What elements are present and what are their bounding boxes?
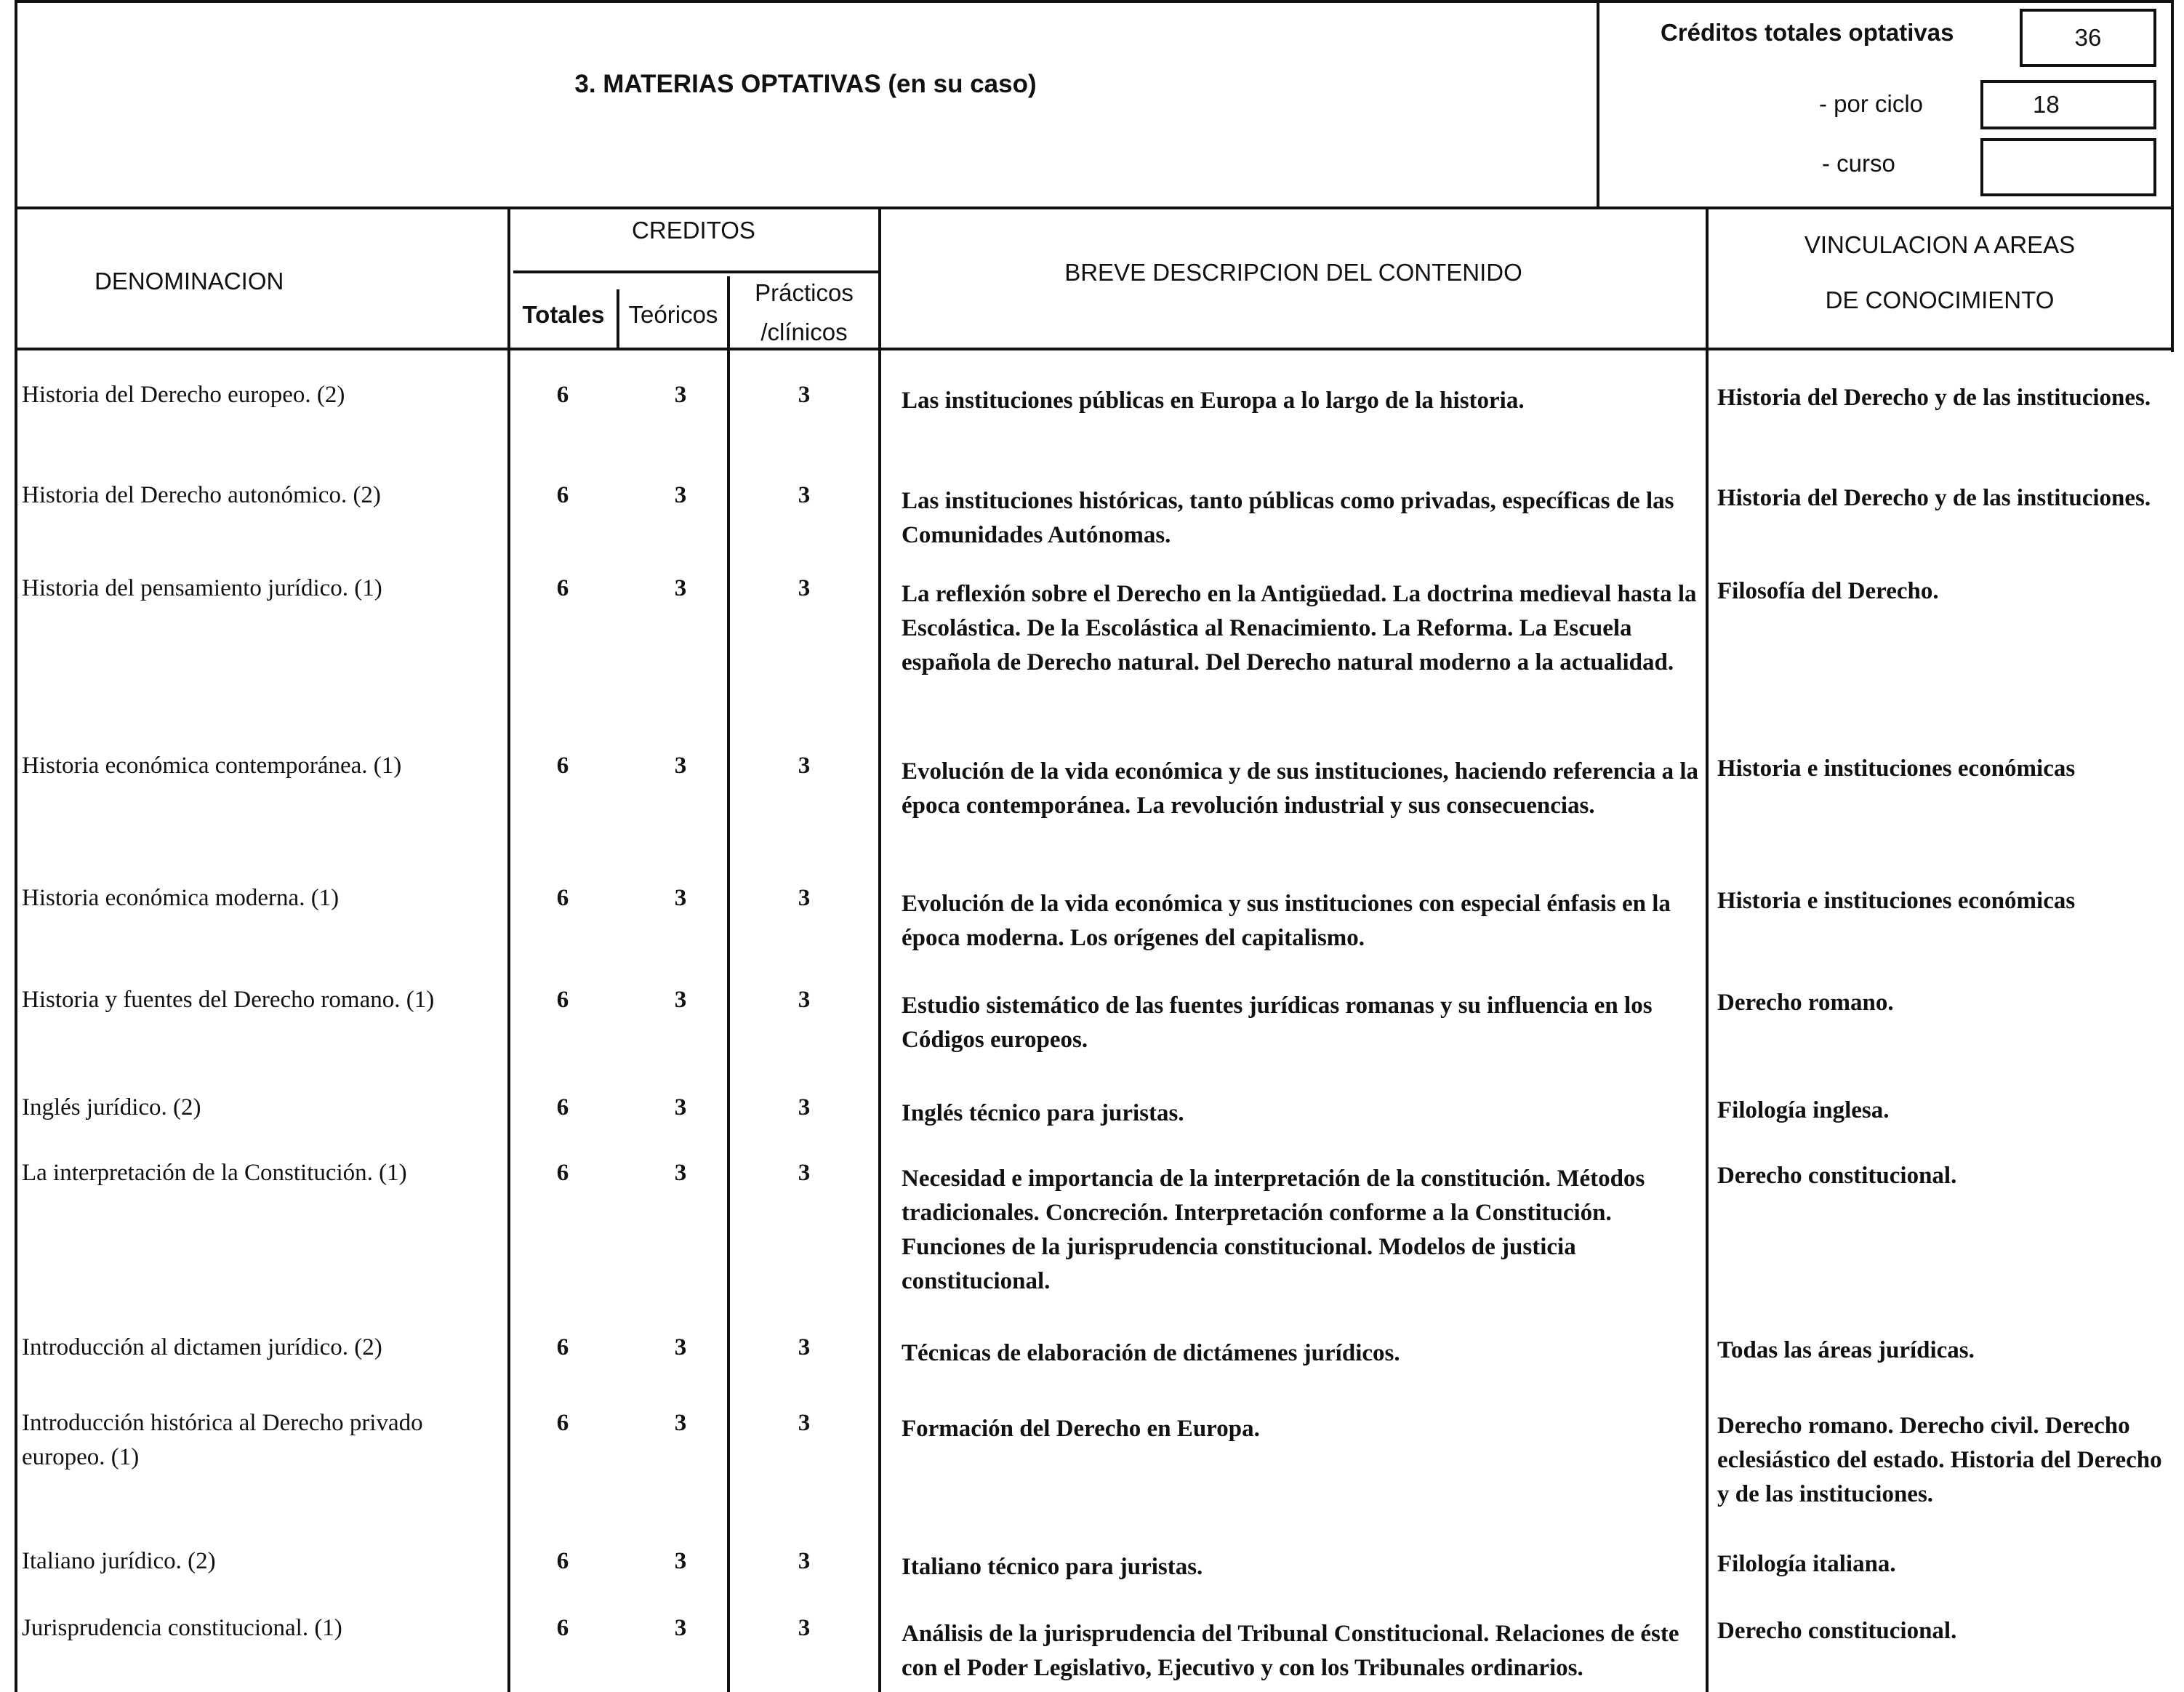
row-name: Italiano jurídico. (2)	[22, 1548, 216, 1574]
row-totales: 6	[556, 482, 569, 508]
column-denominacion: DENOMINACION	[95, 268, 284, 294]
row-area: Filología italiana.	[1717, 1551, 1896, 1577]
row-teoricos: 3	[674, 575, 687, 601]
top-border	[15, 0, 2174, 3]
row-name: La interpretación de la Constitución. (1)	[22, 1160, 407, 1186]
row-name: Introducción histórica al Derecho privado europeo. (1)	[22, 1410, 423, 1470]
row-totales: 6	[556, 1548, 569, 1574]
row-teoricos: 3	[674, 482, 687, 508]
row-description: La reflexión sobre el Derecho en la Antigüedad. La doctrina medieval hasta la Escolástica. De la Escolástica al Renacimiento. La Reforma. La Escuela española de Derecho natural. Del Derecho natural moderno a la actualidad.	[902, 581, 1697, 675]
row-description: Estudio sistemático de las fuentes jurídicas romanas y su influencia en los Códigos europeos.	[902, 993, 1653, 1053]
row-area: Filología inglesa.	[1717, 1097, 1890, 1123]
header-bottom-border	[15, 207, 2174, 209]
row-teoricos: 3	[674, 987, 687, 1013]
row-teoricos: 3	[674, 1160, 687, 1186]
row-totales: 6	[556, 382, 569, 408]
column-vinculacion-1: VINCULACION A AREAS	[1804, 231, 2076, 258]
row-teoricos: 3	[674, 753, 687, 779]
row-name: Historia del Derecho europeo. (2)	[22, 382, 345, 408]
row-practicos: 3	[798, 575, 811, 601]
credits-total-label: Créditos totales optativas	[1661, 19, 1954, 46]
row-practicos: 3	[798, 1410, 811, 1436]
row-name: Historia del pensamiento jurídico. (1)	[22, 575, 382, 601]
row-description: Evolución de la vida económica y sus instituciones con especial énfasis en la época moderna. Los orígenes del capitalismo.	[902, 891, 1671, 951]
row-practicos: 3	[798, 1615, 811, 1641]
row-teoricos: 3	[674, 885, 687, 911]
row-area: Derecho constitucional.	[1717, 1618, 1957, 1644]
row-description: Las instituciones históricas, tanto públicas como privadas, específicas de las Comunidades Autónomas.	[902, 488, 1674, 548]
row-area: Historia e instituciones económicas	[1717, 888, 2076, 914]
row-teoricos: 3	[674, 1615, 687, 1641]
column-clinicos: /clínicos	[760, 318, 848, 345]
row-area: Historia e instituciones económicas	[1717, 755, 2076, 782]
row-totales: 6	[556, 885, 569, 911]
row-totales: 6	[556, 1410, 569, 1436]
column-vinculacion-2: DE CONOCIMIENTO	[1825, 286, 2055, 313]
right-border-header	[2171, 0, 2174, 211]
row-teoricos: 3	[674, 382, 687, 408]
row-teoricos: 3	[674, 1548, 687, 1574]
row-totales: 6	[556, 987, 569, 1013]
row-area: Historia del Derecho y de las instituciones.	[1717, 485, 2151, 511]
course-value	[1980, 138, 2156, 196]
left-border	[15, 0, 17, 1692]
row-name: Inglés jurídico. (2)	[22, 1094, 201, 1120]
column-totales: Totales	[522, 301, 605, 328]
column-descripcion: BREVE DESCRIPCION DEL CONTENIDO	[1064, 259, 1522, 286]
row-name: Introducción al dictamen jurídico. (2)	[22, 1334, 382, 1360]
row-name: Historia del Derecho autonómico. (2)	[22, 482, 381, 508]
column-creditos: CREDITOS	[632, 217, 755, 244]
row-description: Formación del Derecho en Europa.	[902, 1416, 1260, 1442]
row-area: Derecho romano. Derecho civil. Derecho eclesiástico del estado. Historia del Derecho y de las instituciones.	[1717, 1413, 2162, 1507]
row-description: Evolución de la vida económica y de sus instituciones, haciendo referencia a la época contemporánea. La revolución industrial y sus consecuencias.	[902, 758, 1699, 819]
row-practicos: 3	[798, 382, 811, 408]
row-totales: 6	[556, 1334, 569, 1360]
row-teoricos: 3	[674, 1094, 687, 1120]
row-name: Historia económica moderna. (1)	[22, 885, 340, 911]
row-area: Historia del Derecho y de las instituciones.	[1717, 385, 2151, 411]
row-area: Derecho romano.	[1717, 990, 1894, 1016]
row-practicos: 3	[798, 753, 811, 779]
row-description: Italiano técnico para juristas.	[902, 1554, 1203, 1580]
header-divider	[1597, 0, 1599, 209]
row-practicos: 3	[798, 1334, 811, 1360]
row-name: Historia y fuentes del Derecho romano. (1)	[22, 987, 435, 1013]
row-description: Necesidad e importancia de la interpretación de la constitución. Métodos tradicionales. Concreción. Interpretación conforme a la Constitución. Funciones de la jurisprudencia constitucional. Modelos de justicia constitucional.	[902, 1166, 1645, 1294]
row-practicos: 3	[798, 987, 811, 1013]
column-header-bottom-border	[15, 348, 2174, 350]
row-totales: 6	[556, 1160, 569, 1186]
col-divider-descripcion	[1706, 209, 1709, 1692]
row-description: Análisis de la jurisprudencia del Tribunal Constitucional. Relaciones de éste con el Poder Legislativo, Ejecutivo y con los Tribunales ordinarios.	[902, 1621, 1679, 1681]
right-border-table	[2171, 209, 2174, 352]
row-practicos: 3	[798, 1548, 811, 1574]
row-teoricos: 3	[674, 1410, 687, 1436]
row-description: Técnicas de elaboración de dictámenes jurídicos.	[902, 1340, 1400, 1366]
row-totales: 6	[556, 753, 569, 779]
row-totales: 6	[556, 1615, 569, 1641]
page-title: 3. MATERIAS OPTATIVAS (en su caso)	[574, 70, 1037, 98]
creditos-subheader-line	[513, 270, 878, 273]
col-divider-teoricos	[727, 276, 730, 1692]
row-description: Las instituciones públicas en Europa a lo largo de la historia.	[902, 388, 1525, 414]
row-name: Jurisprudencia constitucional. (1)	[22, 1615, 342, 1641]
column-teoricos: Teóricos	[628, 301, 718, 328]
column-practicos: Prácticos	[755, 279, 854, 306]
row-description: Inglés técnico para juristas.	[902, 1100, 1184, 1126]
row-practicos: 3	[798, 1094, 811, 1120]
row-totales: 6	[556, 575, 569, 601]
col-divider-creditos	[878, 209, 881, 1692]
credits-total-value: 36	[2020, 9, 2156, 67]
row-area: Filosofía del Derecho.	[1717, 578, 1939, 604]
row-name: Historia económica contemporánea. (1)	[22, 753, 402, 779]
row-practicos: 3	[798, 885, 811, 911]
per-cycle-label: - por ciclo	[1819, 90, 1924, 117]
row-practicos: 3	[798, 482, 811, 508]
row-area: Derecho constitucional.	[1717, 1163, 1957, 1189]
row-area: Todas las áreas jurídicas.	[1717, 1337, 1975, 1363]
row-practicos: 3	[798, 1160, 811, 1186]
row-totales: 6	[556, 1094, 569, 1120]
row-teoricos: 3	[674, 1334, 687, 1360]
per-cycle-value: 18	[1980, 80, 2156, 129]
course-label: - curso	[1822, 150, 1895, 177]
